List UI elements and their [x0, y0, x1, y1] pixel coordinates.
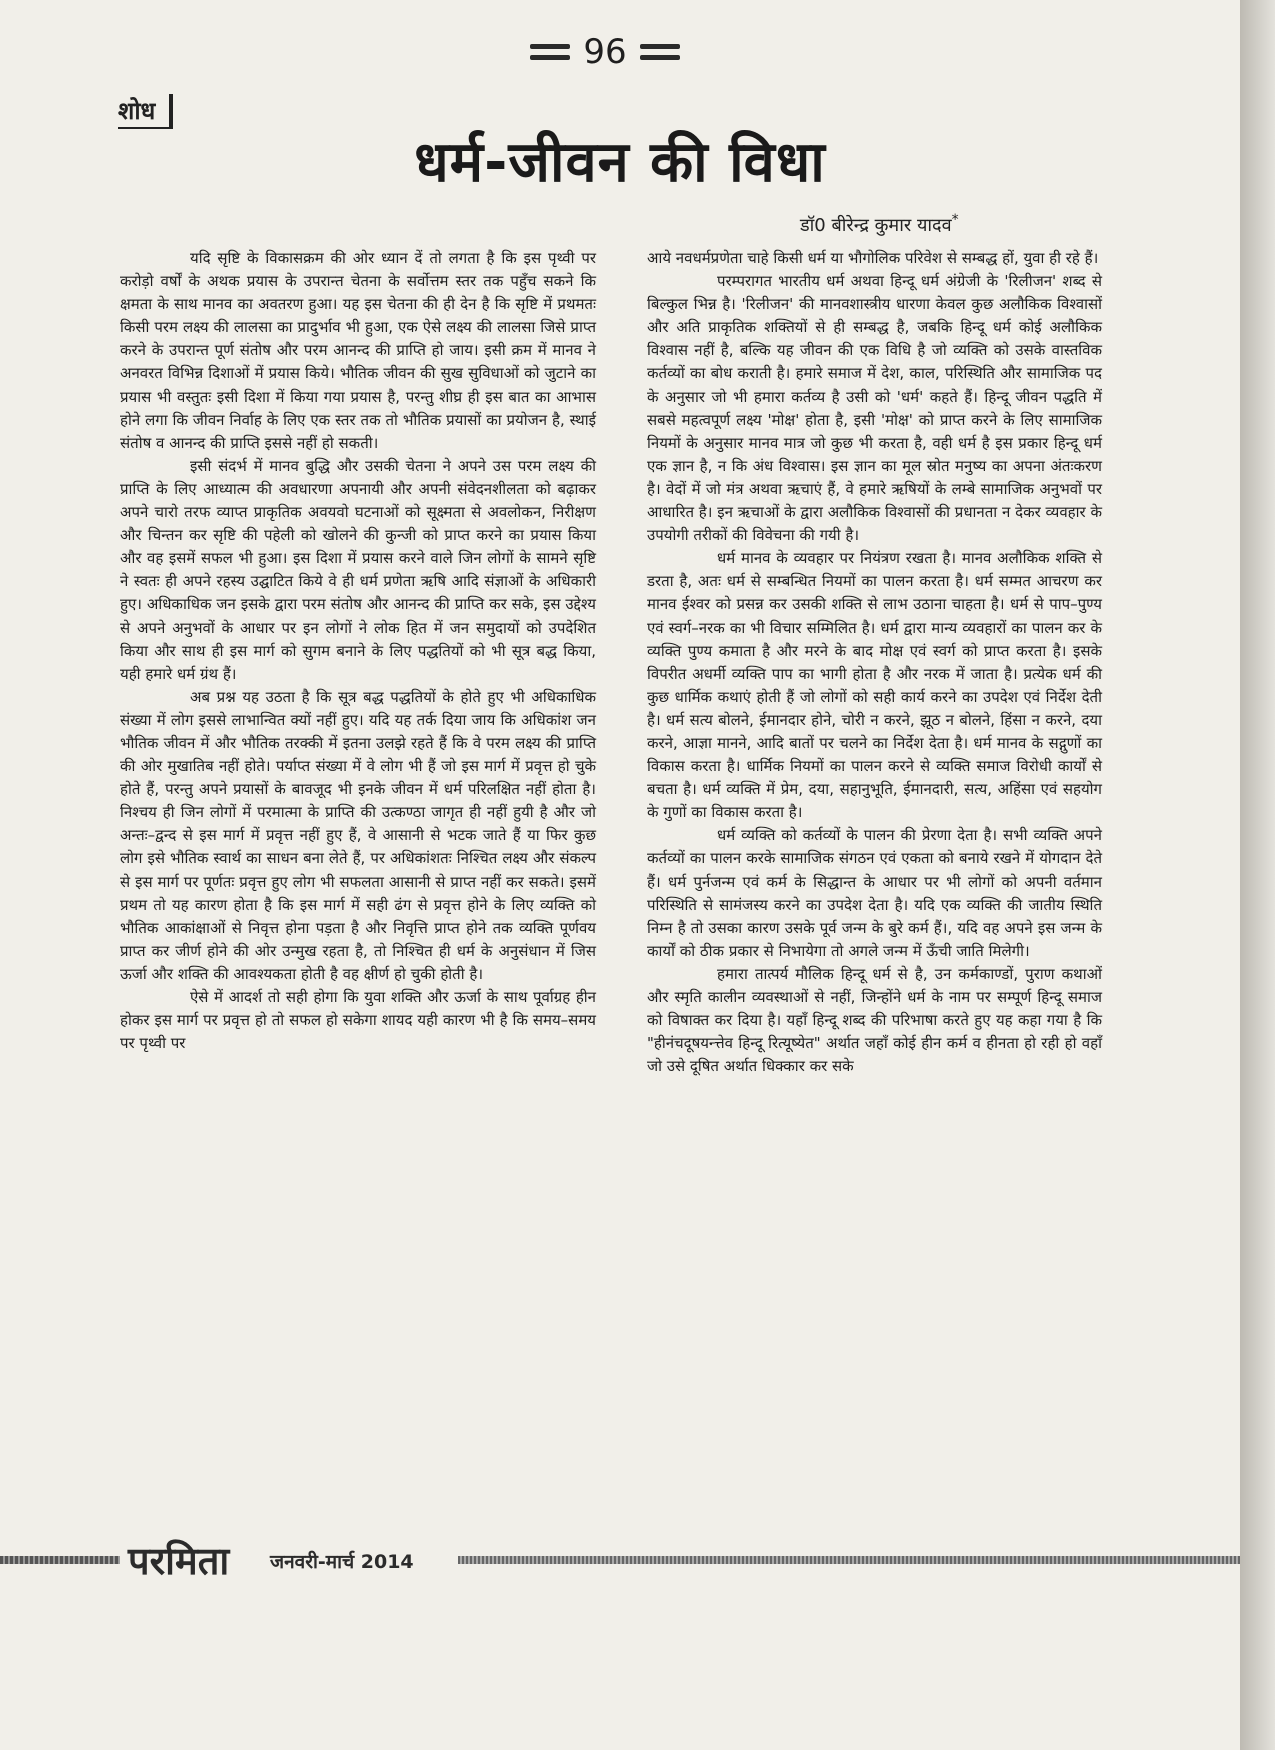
- article-title: धर्म-जीवन की विधा: [414, 130, 826, 195]
- scan-page-edge: [1240, 0, 1275, 1750]
- left-column: [120, 247, 596, 1055]
- footer-rule-right: [458, 1556, 1240, 1564]
- article-author: [800, 212, 959, 237]
- author-name: डॉ0 बीरेन्द्र कुमार यादव: [800, 215, 952, 236]
- paragraph: धर्म व्यक्ति को कर्तव्यों के पालन की प्रेरणा देता है। सभी व्यक्ति अपने कर्तव्यों का पालन करके सामाजिक संगठन एवं एकता को बनाये रखने में योगदान देते हैं। धर्म पुर्नजन्म एवं कर्म के सिद्धान्त के आधार पर भी लोगों को अपनी वर्तमान परिस्थिति से सामंजस्य करने का उपदेश देता है। यदि एक व्यक्ति की जातीय स्थिति निम्न है तो उसका कारण उसके पूर्व जन्म के बुरे कर्म हैं।, यदि वह अपने इस जन्म के कार्यों को ठीक प्रकार से निभायेगा तो अगले जन्म में ऊँची जाति मिलेगी।: [647, 826, 1102, 960]
- section-label: शोध: [118, 94, 173, 129]
- page-number-ornament-right: [640, 44, 680, 66]
- page-number-block: [530, 30, 680, 86]
- paragraph: धर्म मानव के व्यवहार पर नियंत्रण रखता है। मानव अलौकिक शक्ति से डरता है, अतः धर्म से सम्बन्धित नियमों का पालन करता है। धर्म सम्मत आचरण कर मानव ईश्वर को प्रसन्न कर उसकी शक्ति से लाभ उठाना चाहता है। धर्म से पाप–पुण्य एवं स्वर्ग–नरक का भी विचार सम्मिलित है। धर्म द्वारा मान्य व्यवहारों का पालन कर के व्यक्ति पुण्य कमाता है और मरने के बाद मोक्ष एवं स्वर्ग को प्राप्त करता है। इसके विपरीत अधर्मी व्यक्ति पाप का भागी होता है और नरक में जाता है। प्रत्येक धर्म की कुछ धार्मिक कथाएं होती हैं जो लोगों को सही कार्य करने का उपदेश एवं निर्देश देती है। धर्म सत्य बोलने, ईमानदार होने, चोरी न करने, झूठ न बोलने, हिंसा न करने, दया करने, आज्ञा मानने, आदि बातों पर चलने का निर्देश देता है। धर्म मानव के सद्गुणों का विकास करता है। धार्मिक नियमों का पालन करने से व्यक्ति समाज विरोधी कार्यों से बचता है। धर्म व्यक्ति में प्रेम, दया, सहानुभूति, ईमानदारी, सत्य, अहिंसा एवं सहयोग के गुणों का विकास करता है।: [647, 549, 1102, 822]
- magazine-name: परमिता: [128, 1539, 230, 1583]
- paragraph: परम्परागत भारतीय धर्म अथवा हिन्दू धर्म अंग्रेजी के 'रिलीजन' शब्द से बिल्कुल भिन्न है। 'रिलीजन' की मानवशास्त्रीय धारणा केवल कुछ अलौकिक विश्वासों और अति प्राकृतिक शक्तियों से ही सम्बद्ध है, जबकि हिन्दू धर्म कोई अलौकिक विश्वास नहीं है, बल्कि यह जीवन की एक विधि है जो व्यक्ति को उसके वास्तविक कर्तव्यों का बोध कराती है। हमारे समाज में देश, काल, परिस्थिति और सामाजिक पद के अनुसार जो भी हमारा कर्तव्य है उसी को 'धर्म' कहते हैं। हिन्दू जीवन पद्धति में सबसे महत्वपूर्ण लक्ष्य 'मोक्ष' होता है, इसी 'मोक्ष' को प्राप्त करने के लिए सामाजिक नियमों के अनुसार मानव मात्र जो कुछ भी करता है, वही धर्म है इस प्रकार हिन्दू धर्म एक ज्ञान है, न कि अंध विश्वास। इस ज्ञान का मूल स्रोत मनुष्य का अपना अंतःकरण है। वेदों में जो मंत्र अथवा ऋचाएं हैं, वे हमारे ऋषियों के लम्बे सामाजिक अनुभवों पर आधारित है। इन ऋचाओं के द्वारा अलौकिक विश्वासों की प्रधानता न देकर व्यवहार के उपयोगी तरीकों की विवेचना की गयी है।: [647, 272, 1102, 545]
- paragraph: आये नवधर्मप्रणेता चाहे किसी धर्म या भौगोलिक परिवेश से सम्बद्ध हों, युवा ही रहे हैं।: [647, 249, 1099, 267]
- issue-date: जनवरी-मार्च 2014: [270, 1551, 414, 1573]
- page-number-ornament-left: [530, 44, 570, 66]
- page-footer: [0, 1534, 1240, 1584]
- author-footnote-mark: *: [951, 212, 959, 228]
- paragraph: ऐसे में आदर्श तो सही होगा कि युवा शक्ति और ऊर्जा के साथ पूर्वाग्रह हीन होकर इस मार्ग पर प्रवृत्त हो तो सफल हो सकेगा शायद यही कारण भी है कि समय–समय पर पृथ्वी पर: [120, 988, 596, 1053]
- paragraph: हमारा तात्पर्य मौलिक हिन्दू धर्म से है, उन कर्मकाण्डों, पुराण कथाओं और स्मृति कालीन व्यवस्थाओं से नहीं, जिन्होंने धर्म के नाम पर सम्पूर्ण हिन्दू समाज को विषाक्त कर दिया है। यहाँ हिन्दू शब्द की परिभाषा करते हुए यह कहा गया है कि "हीनंचदूषयन्त्तेव हिन्दू रित्यूष्येत" अर्थात जहाँ कोई हीन कर्म व हीनता हो रही हो वहाँ जो उसे दूषित अर्थात धिक्कार कर सके: [647, 964, 1102, 1076]
- paragraph: यदि सृष्टि के विकासक्रम की ओर ध्यान दें तो लगता है कि इस पृथ्वी पर करोड़ो वर्षों के अथक प्रयास के उपरान्त चेतना के सर्वोत्तम स्तर तक पहुँच सकने कि क्षमता के साथ मानव का अवतरण हुआ। यह इस चेतना की ही देन है कि सृष्टि में प्रथमतः किसी परम लक्ष्य की लालसा का प्रादुर्भाव भी हुआ, एक ऐसे लक्ष्य की लालसा जिसे प्राप्त करने के उपरान्त पूर्ण संतोष और परम आनन्द की प्राप्ति हो जाय। इसी क्रम में मानव ने अनवरत विभिन्न दिशाओं में प्रयास किये। भौतिक जीवन की सुख सुविधाओं को जुटाने का प्रयास भी वस्तुतः इसी दिशा में किया गया प्रयास है, परन्तु शीघ्र ही इस बात का आभास होने लगा कि जीवन निर्वाह के लिए एक स्तर तक तो भौतिक प्रयासों का प्रयोजन है, स्थाई संतोष व आनन्द की प्राप्ति इससे नहीं हो सकती।: [120, 249, 596, 452]
- page-number: 96: [583, 32, 627, 72]
- right-column: [647, 247, 1102, 1078]
- footer-rule-left: [0, 1556, 120, 1564]
- paragraph: अब प्रश्न यह उठता है कि सूत्र बद्ध पद्धतियों के होते हुए भी अधिकाधिक संख्या में लोग इससे लाभान्वित क्यों नहीं हुए। यदि यह तर्क दिया जाय कि अधिकांश जन भौतिक जीवन में और भौतिक तरक्की में इतना उलझे रहते हैं कि वे परम लक्ष्य की प्राप्ति की ओर मुखातिब नहीं होते। पर्याप्त संख्या में वे लोग भी हैं जो इस मार्ग में प्रवृत्त हो चुके होते हैं, परन्तु अपने प्रयासों के बावजूद भी इनके जीवन में धर्म परिलक्षित नहीं होता है। निश्चय ही जिन लोगों में परमात्मा के प्राप्ति की उत्कण्ठा जागृत ही नहीं हुयी है और जो अन्तः–द्वन्द से इस मार्ग में प्रवृत्त नहीं हुए हैं, वे आसानी से भटक जाते हैं या फिर कुछ लोग इसे भौतिक स्वार्थ का साधन बना लेते हैं, पर अधिकांशतः निश्चित लक्ष्य और संकल्प से इस मार्ग पर पूर्णतः प्रवृत्त हुए लोग भी सफलता आसानी से प्राप्त नहीं कर सकते। इसमें प्रथम तो यह कारण होता है कि इस मार्ग में सही ढंग से प्रवृत्त होने के लिए व्यक्ति को भौतिक आकांक्षाओं से निवृत्त होना पड़ता है और निवृत्ति प्राप्त होने तक व्यक्ति पूर्णवय प्राप्त कर जीर्ण होने की ओर उन्मुख रहता है, तो निश्चित ही धर्म के अनुसंधान में जिस ऊर्जा और शक्ति की आवश्यकता होती है वह क्षीर्ण हो चुकी होती है।: [120, 687, 596, 983]
- paragraph: इसी संदर्भ में मानव बुद्धि और उसकी चेतना ने अपने उस परम लक्ष्य की प्राप्ति के लिए आध्यात्म की अवधारणा अपनायी और अपनी संवेदनशीलता को बढ़ाकर अपने चारो तरफ व्याप्त प्राकृतिक अवयवो घटनाओं को सूक्ष्मता से अवलोकन, निरीक्षण और चिन्तन कर सृष्टि की पहेली को खोलने की कुन्जी को प्राप्त करने का प्रयास किया और वह इसमें सफल भी हुआ। इस दिशा में प्रयास करने वाले जिन लोगों के सामने सृष्टि ने स्वतः ही अपने रहस्य उद्घाटित किये वे ही धर्म प्रणेता ऋषि आदि संज्ञाओं के अधिकारी हुए। अधिकाधिक जन इसके द्वारा परम संतोष और आनन्द की प्राप्ति कर सके, इस उद्देश्य से अपने अनुभवों के आधार पर इन लोगों ने लोक हित में जन समुदायों को उपदेशित किया और साथ ही इस मार्ग को सुगम बनाने के लिए पद्धतियों को भी सूत्र बद्ध किया, यही हमारे धर्म ग्रंथ हैं।: [120, 456, 596, 683]
